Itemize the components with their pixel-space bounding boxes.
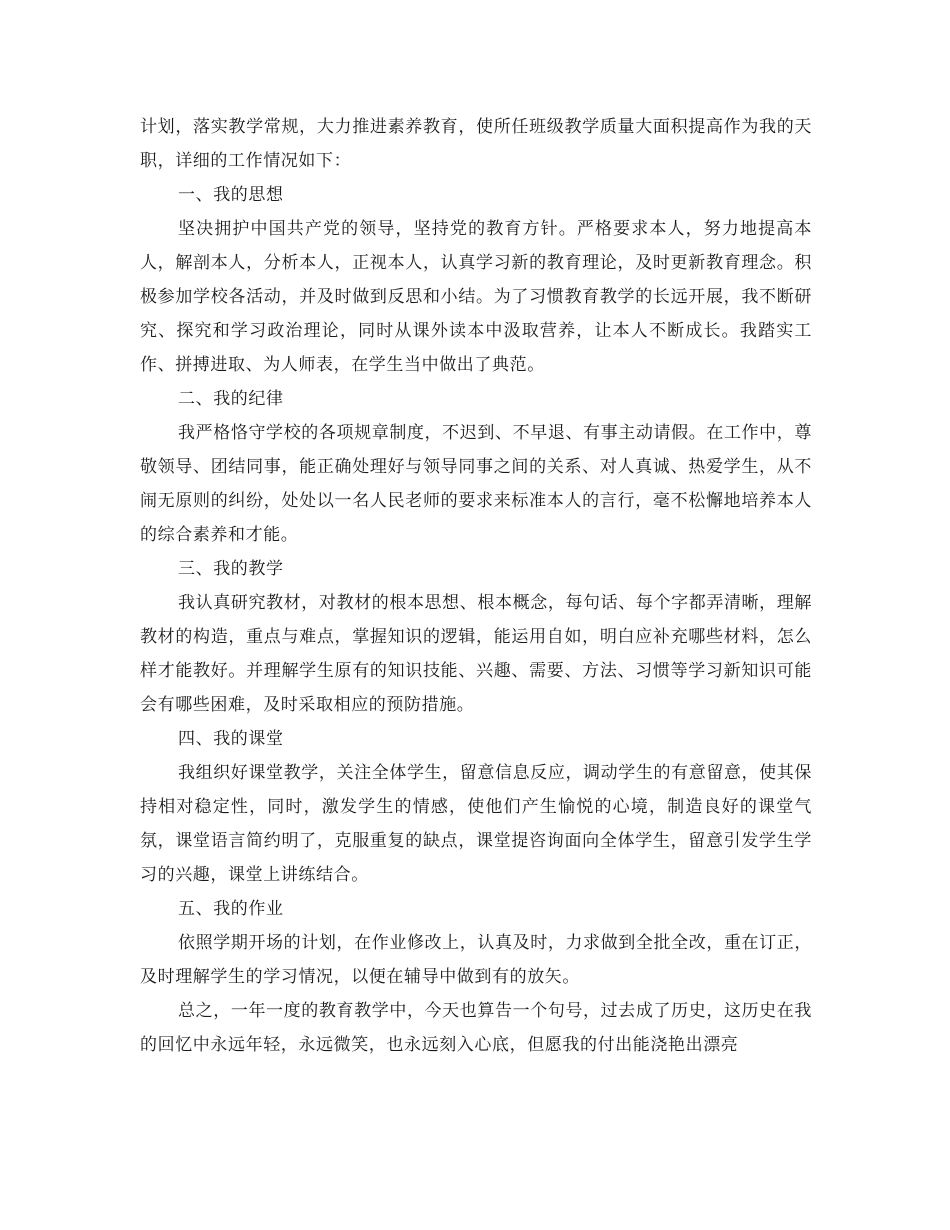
paragraph-intro: 计划，落实教学常规，大力推进素养教育，使所任班级教学质量大面积提高作为我的天职，详细的工作情况如下： xyxy=(140,117,812,171)
section-heading-thought: 一、我的思想 xyxy=(178,185,284,205)
section-heading-classroom: 四、我的课堂 xyxy=(178,729,284,749)
paragraph-homework: 依照学期开场的计划，在作业修改上，认真及时，力求做到全批全改，重在订正，及时理解学生的学习情况，以便在辅导中做到有的放矢。 xyxy=(140,933,812,987)
document-page xyxy=(140,110,812,1062)
paragraph-classroom: 我组织好课堂教学，关注全体学生，留意信息反应，调动学生的有意留意，使其保持相对稳定性，同时，激发学生的情感，使他们产生愉悦的心境，制造良好的课堂气氛，课堂语言简约明了，克服重复的缺点，课堂提咨询面向全体学生，留意引发学生学习的兴趣，课堂上讲练结合。 xyxy=(140,763,812,885)
section-heading-discipline: 二、我的纪律 xyxy=(178,389,284,409)
section-heading-homework: 五、我的作业 xyxy=(178,899,284,919)
section-heading-teaching: 三、我的教学 xyxy=(178,559,284,579)
paragraph-discipline: 我严格恪守学校的各项规章制度，不迟到、不早退、有事主动请假。在工作中，尊敬领导、团结同事，能正确处理好与领导同事之间的关系、对人真诚、热爱学生，从不闹无原则的纠纷，处处以一名人民老师的要求来标准本人的言行，毫不松懈地培养本人的综合素养和才能。 xyxy=(140,423,812,545)
paragraph-conclusion: 总之，一年一度的教育教学中，今天也算告一个句号，过去成了历史，这历史在我的回忆中永远年轻，永远微笑，也永远刻入心底，但愿我的付出能浇艳出漂亮 xyxy=(140,1001,812,1055)
paragraph-teaching: 我认真研究教材，对教材的根本思想、根本概念，每句话、每个字都弄清晰，理解教材的构造，重点与难点，掌握知识的逻辑，能运用自如，明白应补充哪些材料，怎么样才能教好。并理解学生原有的知识技能、兴趣、需要、方法、习惯等学习新知识可能会有哪些困难，及时采取相应的预防措施。 xyxy=(140,593,812,715)
paragraph-thought: 坚决拥护中国共产党的领导，坚持党的教育方针。严格要求本人，努力地提高本人，解剖本人，分析本人，正视本人，认真学习新的教育理论，及时更新教育理念。积极参加学校各活动，并及时做到反思和小结。为了习惯教育教学的长远开展，我不断研究、探究和学习政治理论，同时从课外读本中汲取营养，让本人不断成长。我踏实工作、拼搏进取、为人师表，在学生当中做出了典范。 xyxy=(140,219,812,375)
